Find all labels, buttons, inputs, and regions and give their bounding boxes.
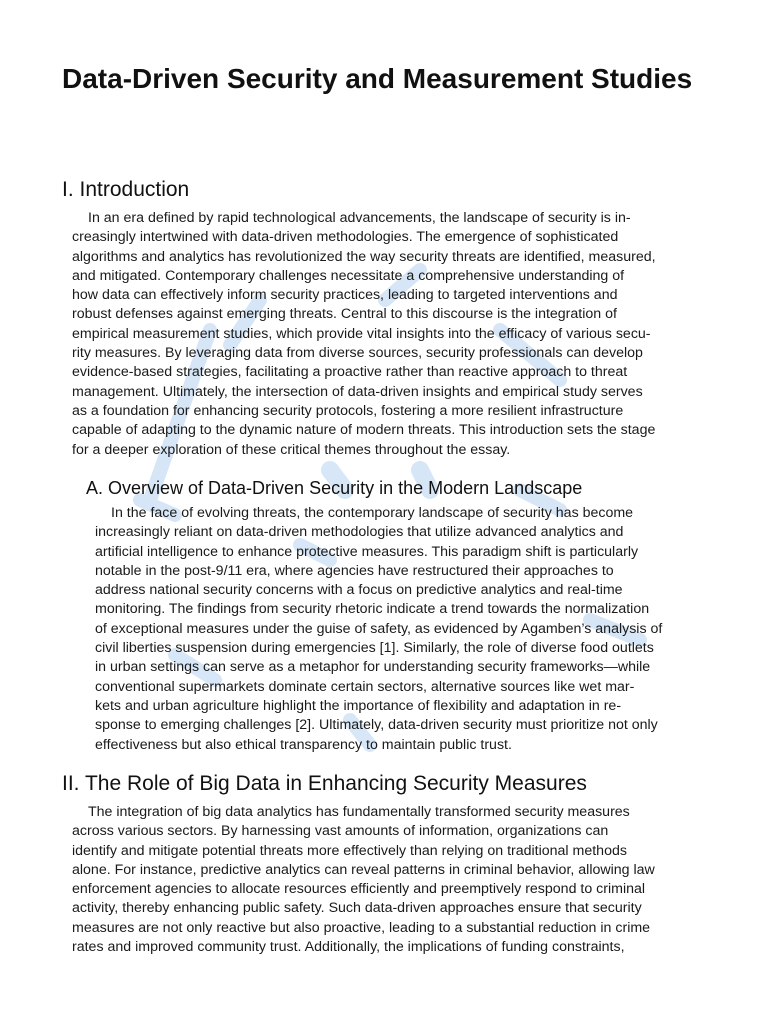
paragraph-line: In the face of evolving threats, the contemporary landscape of security has become (111, 505, 634, 521)
paragraph-line: management. Ultimately, the intersection of data-driven insights and empirical study serves (72, 383, 643, 400)
paragraph-line: of exceptional measures under the guise of safety, as evidenced by Agamben’s analysis of (95, 620, 663, 637)
paragraph-line: how data can effectively inform security practices, leading to targeted interventions and (72, 287, 618, 304)
paragraph-line: notable in the post-9/11 era, where agencies have restructured their approaches to (95, 562, 614, 579)
paragraph-line: The integration of big data analytics has fundamentally transformed security measures (88, 804, 630, 820)
paragraph-line: evidence-based strategies, facilitating a proactive rather than reactive approach to threat (72, 364, 628, 381)
big-data-paragraph (72, 803, 655, 957)
paragraph-line: alone. For instance, predictive analytics can reveal patterns in criminal behavior, allowing law (72, 861, 655, 878)
paragraph-line: across various sectors. By harnessing vast amounts of information, organizations can (72, 823, 609, 840)
paragraph-line: as a foundation for enhancing security protocols, fostering a more resilient infrastructure (72, 402, 624, 419)
paragraph-line: In an era defined by rapid technological advancements, the landscape of security is in- (88, 210, 631, 226)
paragraph-line: measures are not only reactive but also proactive, leading to a substantial reduction in crime (72, 919, 651, 936)
paragraph-line: creasingly intertwined with data-driven methodologies. The emergence of sophisticated (72, 229, 619, 246)
section-heading-big-data: II. The Role of Big Data in Enhancing Security Measures (62, 772, 587, 795)
paragraph-line: increasingly reliant on data-driven methodologies that utilize advanced analytics and (95, 524, 624, 541)
subsection-heading-overview: A. Overview of Data-Driven Security in the Modern Landscape (86, 478, 583, 498)
section-heading-introduction: I. Introduction (62, 178, 190, 201)
paragraph-line: enforcement agencies to allocate resources efficiently and preemptively respond to criminal (72, 881, 646, 898)
paragraph-line: activity, thereby enhancing public safety. Such data-driven approaches ensure that security (72, 900, 642, 917)
paragraph-line: artificial intelligence to enhance protective measures. This paradigm shift is particularly (95, 543, 639, 560)
paragraph-line: in urban settings can serve as a metaphor for understanding security frameworks—while (95, 659, 651, 676)
paragraph-line: sponse to emerging challenges [2]. Ultimately, data-driven security must prioritize not only (95, 717, 658, 734)
paragraph-line: empirical measurement studies, which provide vital insights into the efficacy of various secu- (72, 325, 651, 342)
paragraph-line: effectiveness but also ethical transparency to maintain public trust. (95, 736, 512, 753)
paragraph-line: for a deeper exploration of these critical themes throughout the essay. (72, 441, 511, 458)
paragraph-line: kets and urban agriculture highlight the importance of flexibility and adaptation in re- (95, 697, 622, 714)
document-title: Data-Driven Security and Measurement Studies (62, 63, 693, 94)
overview-paragraph (95, 504, 662, 755)
paragraph-line: conventional supermarkets dominate certain sectors, alternative sources like wet mar- (95, 678, 635, 695)
paragraph-line: and mitigated. Contemporary challenges necessitate a comprehensive understanding of (72, 267, 625, 284)
paragraph-line: address national security concerns with a focus on predictive analytics and real-time (95, 582, 623, 599)
paragraph-line: rity measures. By leveraging data from diverse sources, security professionals can develop (72, 345, 643, 362)
introduction-paragraph (72, 209, 656, 460)
paragraph-line: identify and mitigate potential threats more effectively than relying on traditional methods (72, 842, 627, 859)
paragraph-line: robust defenses against emerging threats. Central to this discourse is the integration of (72, 306, 617, 323)
paragraph-line: capable of adapting to the dynamic nature of modern threats. This introduction sets the stage (72, 422, 656, 439)
paragraph-line: civil liberties suspension during emergencies [1]. Similarly, the role of diverse food outlets (95, 640, 654, 657)
paragraph-line: monitoring. The findings from security rhetoric indicate a trend towards the normalization (95, 601, 650, 618)
paragraph-line: rates and improved community trust. Additionally, the implications of funding constraints, (72, 939, 625, 956)
paragraph-line: algorithms and analytics has revolutionized the way security threats are identified, measured, (72, 248, 656, 265)
